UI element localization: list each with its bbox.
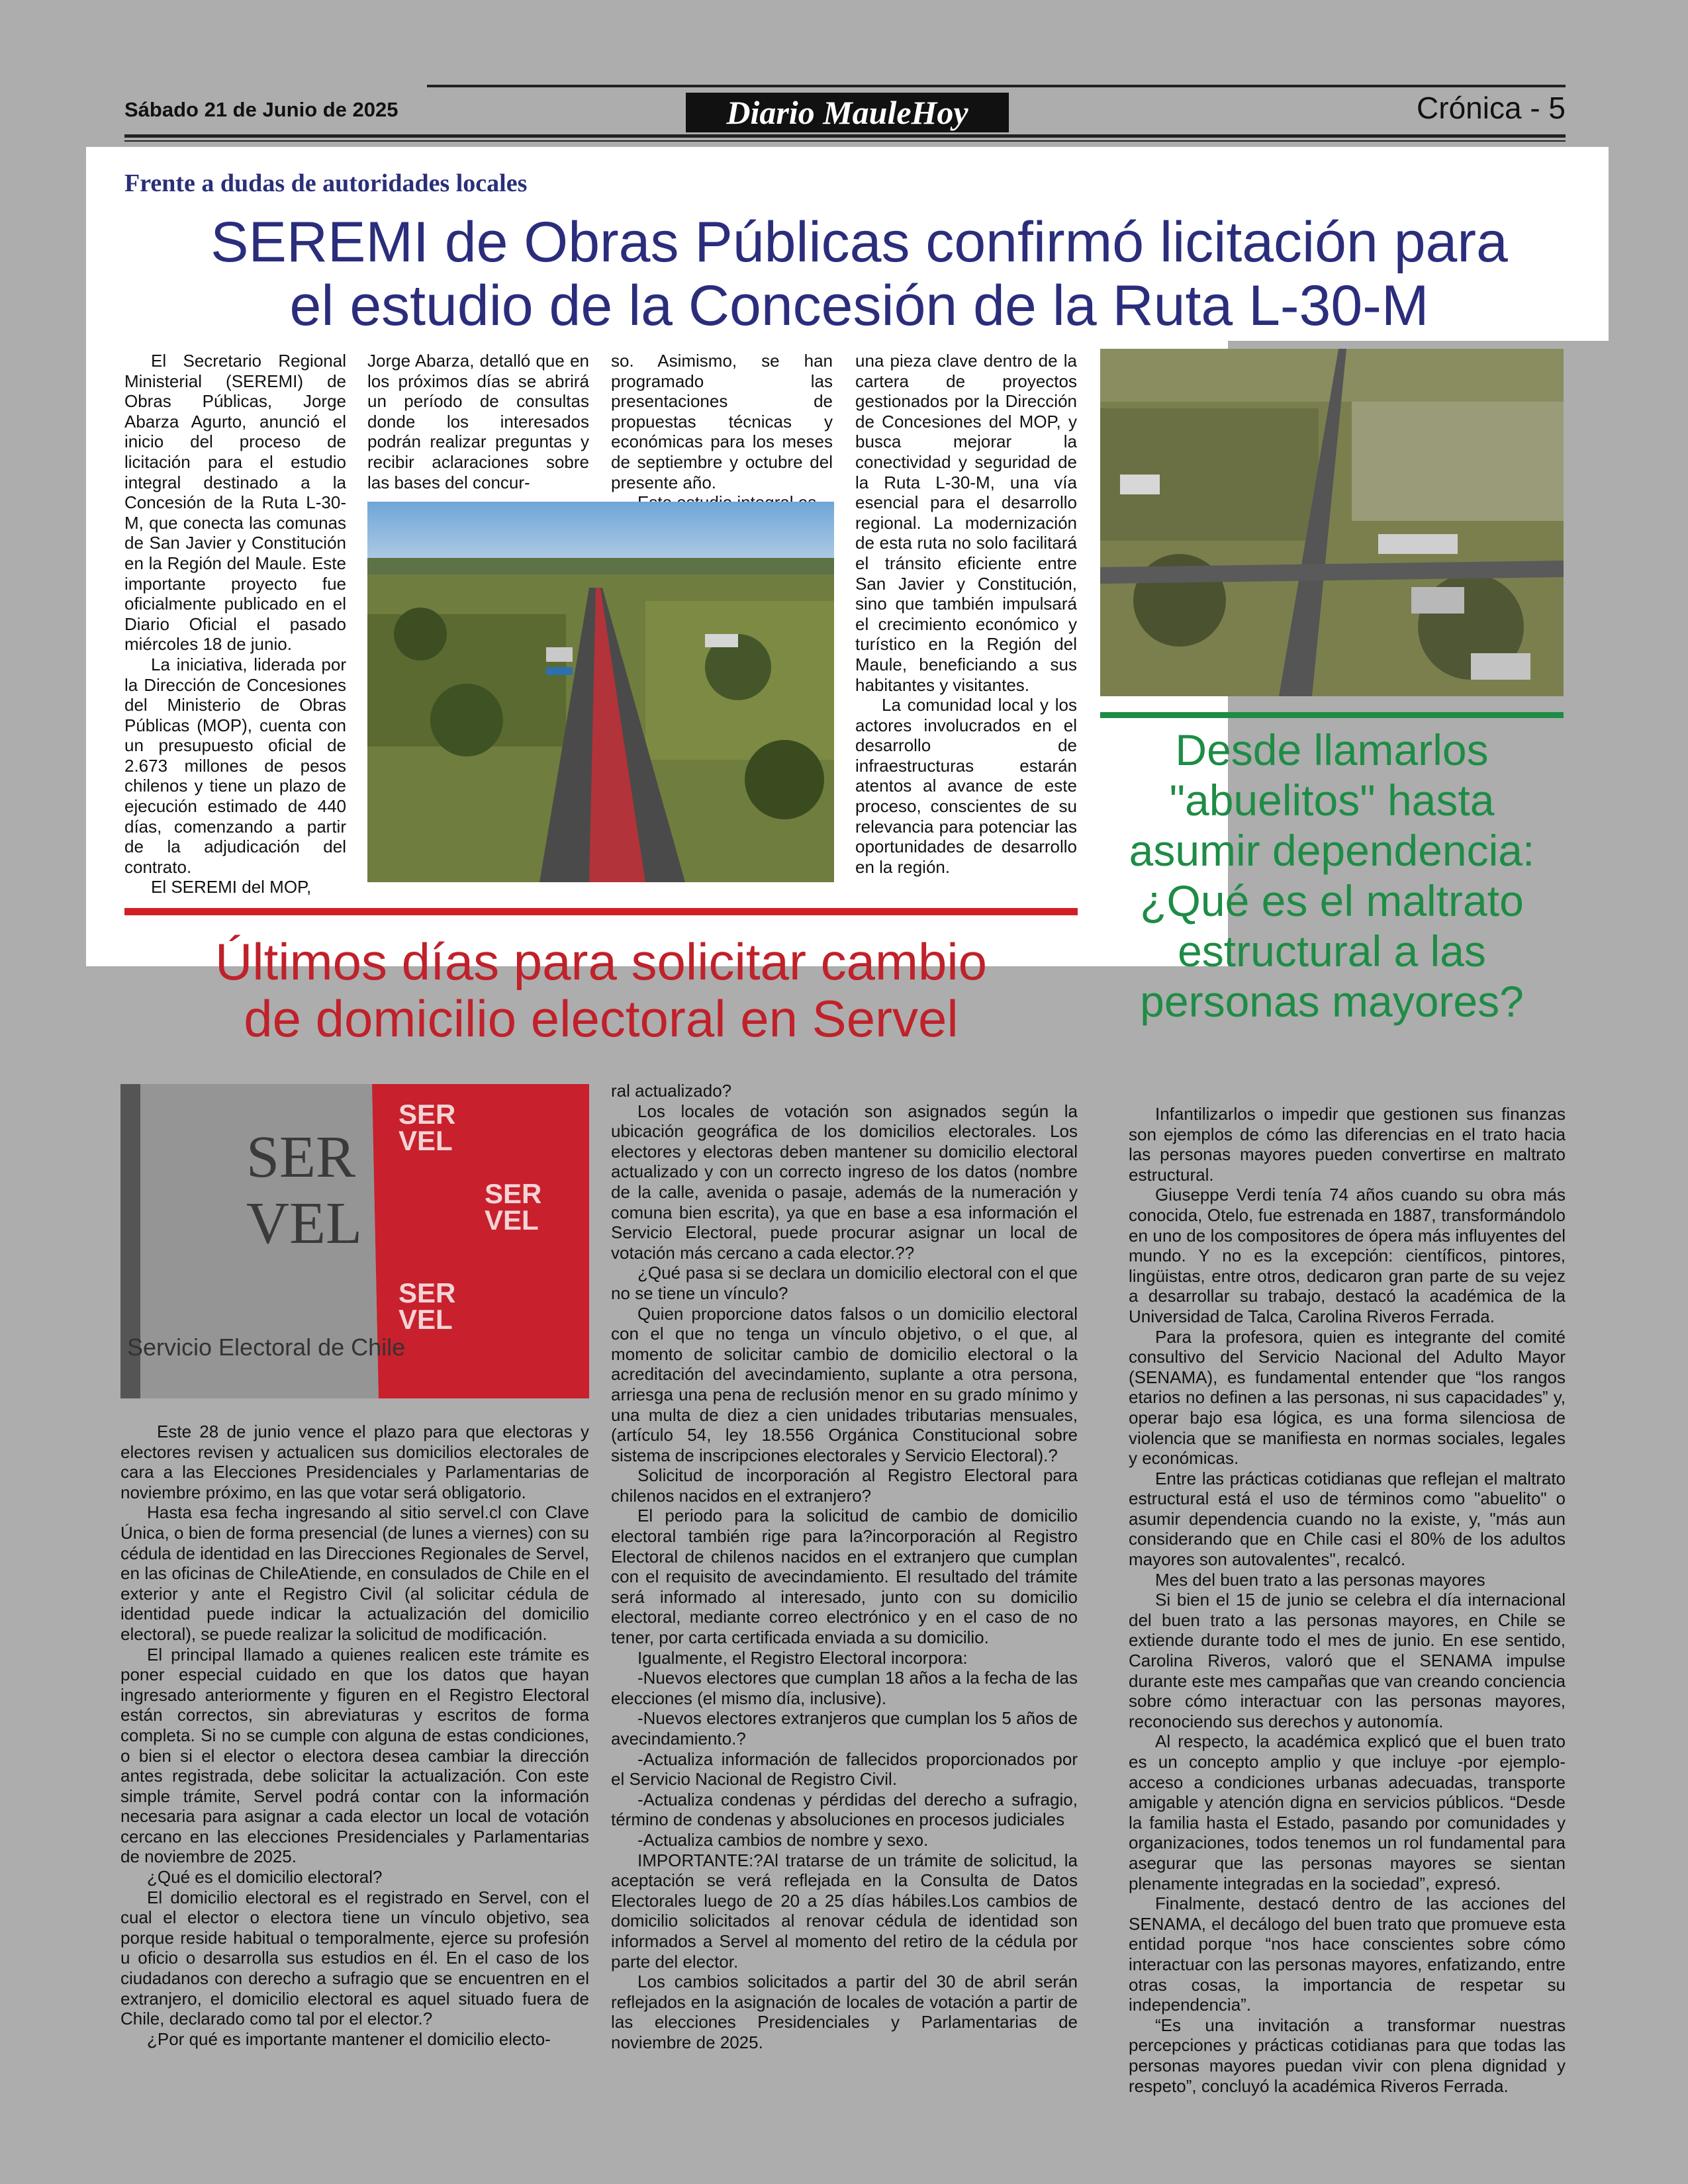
newspaper-logo: Diario MauleHoy xyxy=(686,93,1009,132)
header-rule-top xyxy=(427,85,1566,87)
story3-column xyxy=(1129,1104,1566,2096)
story1-col2-p1: Jorge Abarza, detalló que en los próximos días se abrirá un período de consultas donde los interesados podrán realizar preguntas y recibir aclaraciones sobre las bases del concur- xyxy=(367,351,589,492)
story1-headline xyxy=(124,210,1594,338)
story2-col2-p11: -Actualiza condenas y pérdidas del derecho a sufragio, término de condenas y absoluciones en procesos judiciales xyxy=(611,1789,1078,1830)
road-aerial-photo xyxy=(367,502,834,882)
issue-date: Sábado 21 de Junio de 2025 xyxy=(124,98,399,121)
story3-subhead: Mes del buen trato a las personas mayores xyxy=(1155,1569,1485,1590)
servel-wall-logo-3: SER xyxy=(485,1178,542,1209)
story3-p6: Al respecto, la académica explicó que el buen trato es un concepto amplio y que incluye -por ejemplo- acceso a condiciones urbanas adecuadas, transporte amigable y atención digna en servicios públicos. “Desde la familia hasta el Estado, pasando por comunidades y organizaciones, todos tenemos un rol fundamental para asegurar que las personas mayores se sientan plenamente integradas en la sociedad”, expresó. xyxy=(1129,1731,1566,1893)
story2-col1-p5: El domicilio electoral es el registrado en Servel, con el cual el elector o electora tiene un vínculo objetivo, sea porque reside habitual o temporalmente, ejerce su profesión u oficio o desarrolla sus estudios en él. En el caso de los ciudadanos con derecho a sufragio que se encuentren en el extranjero, el domicilio electoral es aquel situado fuera de Chile, declarado como tal por el elector.? xyxy=(120,1887,589,2029)
story2-col1-p3: El principal llamado a quienes realicen este trámite es poner especial cuidado en que los datos que hayan ingresado anteriormente y figuren en el Registro Electoral están correctos, sin abreviaturas y escritos de forma completa. Si no se cumple con alguna de estas condiciones, o bien si el elector o electora desea cambiar la dirección antes registrada, debe solicitar la actualización. Con este simple trámite, Servel podrá contar con la información necesaria para asignar a cada elector un local de votación cercano en las elecciones Presidenciales y Parlamentarias de noviembre de 2025. xyxy=(120,1644,589,1867)
story2-col1-p2: Hasta esa fecha ingresando al sitio servel.cl con Clave Única, o bien de forma presencial (de lunes a viernes) con su cédula de identidad en las Direcciones Regionales de Servel, en las oficinas de ChileAtiende, en consulados de Chile en el exterior y ante el Registro Civil (al solicitar cédula de identidad puede indicar la actualización del domicilio electoral), se puede realizar la solicitud de modificación. xyxy=(120,1502,589,1644)
story1-col3-p1: so. Asimismo, se han programado las presentaciones de propuestas técnicas y económicas para los meses de septiembre y octubre del presente año. xyxy=(611,351,833,492)
servel-wall-logo-5: SER xyxy=(399,1277,456,1308)
story1-headline-line1: SEREMI de Obras Públicas confirmó licitación para xyxy=(211,210,1508,274)
story2-col1-p6: ¿Por qué es importante mantener el domicilio electo- xyxy=(147,2028,551,2049)
story2-column-1 xyxy=(120,1422,589,2049)
story1-kicker: Frente a dudas de autoridades locales xyxy=(124,169,528,197)
story3-p1: Infantilizarlos o impedir que gestionen sus finanzas son ejemplos de cómo las diferencias en el trato hacia las personas mayores pueden convertirse en maltrato estructural. xyxy=(1129,1104,1566,1185)
story2-col2-p10: -Actualiza información de fallecidos proporcionados por el Servicio Nacional de Registro Civil. xyxy=(611,1749,1078,1790)
story2-col2-p4: Quien proporcione datos falsos o un domicilio electoral con el que no tenga un vínculo objetivo, o el que, al momento de solicitar cambio de domicilio electoral o la acreditación del avecindamiento, suplante a otra persona, arriesga una pena de reclusión menor en su grado mínimo y una multa de diez a cien unidades tributarias mensuales, (artículo 54, ley 18.556 Orgánica Constitucional sobre sistema de inscripciones electorales y Servicio Electoral).? xyxy=(611,1303,1078,1465)
story-divider-green xyxy=(1100,712,1564,718)
story1-col1-p3: El SEREMI del MOP, xyxy=(151,877,312,897)
story2-col2-p3: ¿Qué pasa si se declara un domicilio electoral con el que no se tiene un vínculo? xyxy=(611,1263,1078,1303)
story2-headline-line2: de domicilio electoral en Servel xyxy=(244,989,959,1048)
story3-p8: “Es una invitación a transformar nuestras percepciones y prácticas cotidianas para que todas las personas mayores puedan vivir con plena dignidad y respeto”, concluyó la académica Riveros Ferrada. xyxy=(1129,2015,1566,2096)
story2-col2-p2: Los locales de votación son asignados según la ubicación geográfica de los domicilios electorales. Los electores y electoras deben mantener su domicilio electoral actualizado y con un correcto ingreso de los datos (nombre de la calle, avenida o pasaje, además de la numeración y comuna bien escrita), ya que en base a esa información el Servicio Electoral, puede procurar asignar un local de votación más cercano a cada elector.?? xyxy=(611,1101,1078,1263)
servel-sign-ser: SER xyxy=(246,1124,356,1190)
story2-col2-p6: El periodo para la solicitud de cambio de domicilio electoral también rige para la?incorporación al Registro Electoral de chilenos nacidos en el extranjero que cumplan con el requisito de avecindamiento. El resultado del trámite será informado al interesado, junto con su domicilio electoral, mediante correo electrónico y en el caso de no tener, por carta certificada enviada a su domicilio. xyxy=(611,1506,1078,1648)
story2-col1-p1: Este 28 de junio vence el plazo para que electoras y electores revisen y actualicen sus domicilios electorales de cara a las Elecciones Presidenciales y Parlamentarias de noviembre próximo, en las que votar será obligatorio. xyxy=(120,1422,589,1502)
story2-headline-line1: Últimos días para solicitar cambio xyxy=(214,933,988,991)
story3-p7: Finalmente, destacó dentro de las acciones del SENAMA, el decálogo del buen trato que promueve esta entidad porque “nos hace conscientes sobre cómo interactuar con las personas mayores, enfatizando, entre otras cosas, la importancia de respetar su independencia”. xyxy=(1129,1893,1566,2015)
story2-col2-p1: ral actualizado? xyxy=(611,1081,732,1101)
story-divider-red xyxy=(124,908,1078,915)
story2-col2-p5: Solicitud de incorporación al Registro Electoral para chilenos nacidos en el extranjero? xyxy=(611,1465,1078,1506)
header-rule-thick xyxy=(124,134,1566,138)
story2-col1-p4: ¿Qué es el domicilio electoral? xyxy=(147,1867,383,1888)
story3-p3: Para la profesora, quien es integrante del comité consultivo del Servicio Nacional del Adulto Mayor (SENAMA), es fundamental entender que “los rangos etarios no definen a las personas, ni sus capacidades” y, operar bajo esa lógica, es una forma silenciosa de violencia que se manifiesta en normas sociales, legales y económicas. xyxy=(1129,1326,1566,1469)
servel-wall-logo-2: VEL xyxy=(399,1125,453,1156)
story2-column-2 xyxy=(611,1081,1078,2053)
story1-col4-p2: La comunidad local y los actores involucrados en el desarrollo de infraestructuras estarán atentos al avance de este proceso, conscientes de su relevancia para potenciar las oportunidades de desarrollo en la región. xyxy=(855,695,1077,877)
story2-col2-p13: IMPORTANTE:?Al tratarse de un trámite de solicitud, la aceptación se verá reflejada en la Consulta de Datos Electorales luego de 20 a 25 días hábiles.Los cambios de domicilio solicitados al renovar cédula de identidad son informados a Servel al momento del retiro de la cédula por parte del elector. xyxy=(611,1850,1078,1972)
story2-col2-p7: Igualmente, el Registro Electoral incorpora: xyxy=(637,1647,968,1668)
servel-wall-logo-4: VEL xyxy=(485,1205,539,1236)
story1-column-3 xyxy=(611,351,833,513)
story2-headline xyxy=(124,933,1078,1047)
servel-wall-logo-1: SER xyxy=(399,1099,456,1130)
story1-col1-p2: La iniciativa, liderada por la Dirección de Concesiones del Ministerio de Obras Públicas (MOP), cuenta con un presupuesto oficial de 2.673 millones de pesos chilenos y tiene un plazo de ejecución estimado de 440 días, comenzando a partir de la adjudicación del contrato. xyxy=(124,654,346,877)
story3-p2: Giuseppe Verdi tenía 74 años cuando su obra más conocida, Otelo, fue estrenada en 1887, transformándolo en uno de los compositores de ópera más influyentes del mundo. Y no es la excepción: científicos, pintores, lingüistas, entre otros, dedicaron gran parte de su vejez a desarrollar su trabajo, destacó la académica de la Universidad de Talca, Carolina Riveros Ferrada. xyxy=(1129,1185,1566,1326)
story1-column-1 xyxy=(124,351,346,897)
story2-col2-p9: -Nuevos electores extranjeros que cumplan los 5 años de avecindamiento.? xyxy=(611,1708,1078,1749)
story1-col1-p1: El Secretario Regional Ministerial (SEREMI) de Obras Públicas, Jorge Abarza Agurto, anunció el inicio del proceso de licitación para el estudio integral destinado a la Concesión de la Ruta L-30-M, que conecta las comunas de San Javier y Constitución en la Región del Maule. Este importante proyecto fue oficialmente publicado en el Diario Oficial el pasado miércoles 18 de junio. xyxy=(124,351,346,655)
story1-headline-line2: el estudio de la Concesión de la Ruta L-30-M xyxy=(289,274,1429,338)
section-page-label: Crónica - 5 xyxy=(1417,91,1566,125)
story1-column-2 xyxy=(367,351,589,492)
story2-col2-p14: Los cambios solicitados a partir del 30 de abril serán reflejados en la asignación de locales de votación a partir de las elecciones Presidenciales y Parlamentarias de noviembre de 2025. xyxy=(611,1972,1078,2052)
servel-sign-servicio: Servicio Electoral de Chile xyxy=(127,1334,406,1361)
story3-p5: Si bien el 15 de junio se celebra el día internacional del buen trato a las personas mayores, en Chile se extiende durante todo el mes de junio. En ese sentido, Carolina Riveros, valoró que el SENAMA impulse durante este mes campañas que van creando conciencia sobre cómo interactuar con las personas mayores, reconociendo sus derechos y autonomía. xyxy=(1129,1590,1566,1731)
story2-col2-p12: -Actualiza cambios de nombre y sexo. xyxy=(637,1829,929,1850)
servel-office-photo xyxy=(120,1084,589,1398)
aerial-town-photo xyxy=(1100,349,1564,696)
story3-p4: Entre las prácticas cotidianas que reflejan el maltrato estructural está el uso de términos como "abuelito" o asumir dependencia cuando no la existe, y, "más aun considerando que en Chile casi el 80% de los adultos mayores son autovalentes", recalcó. xyxy=(1129,1468,1566,1570)
story3-headline: Desde llamarlos "abuelitos" hasta asumir dependencia: ¿Qué es el maltrato estructural a las personas mayores? xyxy=(1129,725,1535,1026)
header-rule-thin xyxy=(124,140,1566,142)
servel-wall-logo-6: VEL xyxy=(399,1304,453,1335)
story1-col4-p1: una pieza clave dentro de la cartera de proyectos gestionados por la Dirección de Concesiones del MOP, y busca mejorar la conectividad y seguridad de la Ruta L-30-M, una vía esencial para el desarrollo regional. La modernización de esta ruta no solo facilitará el tránsito eficiente entre San Javier y Constitución, sino que también impulsará el crecimiento económico y turístico en la Región del Maule, beneficiando a sus habitantes y visitantes. xyxy=(855,351,1077,695)
story2-col2-p8: -Nuevos electores que cumplan 18 años a la fecha de las elecciones (el mismo día, inclusive). xyxy=(611,1668,1078,1708)
servel-sign-vel: VEL xyxy=(246,1191,362,1256)
story1-column-4 xyxy=(855,351,1077,877)
